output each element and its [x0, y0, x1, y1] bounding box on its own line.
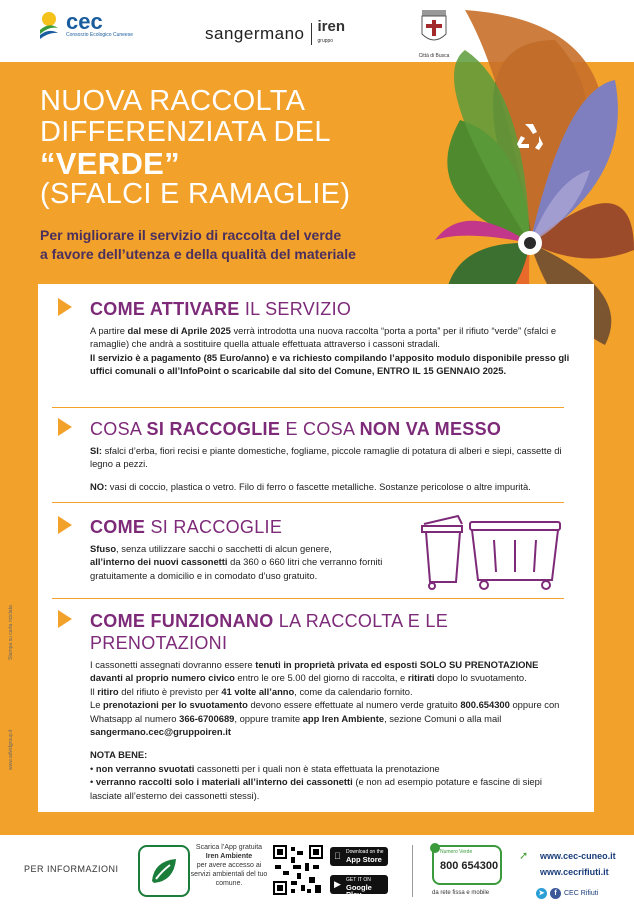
crest-caption: Città di Busca: [418, 53, 450, 59]
section2-arrow-icon: [58, 418, 72, 436]
section1-text-2: Il servizio è a pagamento (85 Euro/anno) e va richiesto compilando l’apposito modulo disponibile presso gli uffici comunali o all’InfoPoint o scaricabile dal sito del Comune, ENTRO IL 15 GENNAIO 2025.: [90, 351, 570, 377]
page-subtitle: Per migliorare il servizio di raccolta del verde a favore dell’utenza e della qualità del materiale: [40, 227, 356, 262]
footer-info-label: PER INFORMAZIONI: [24, 864, 119, 874]
section-come-funzionano: [90, 610, 566, 802]
cursor-click-icon: ➚: [519, 850, 529, 862]
nota-bene-label: NOTA BENE:: [90, 749, 148, 761]
side-note-paper: Stampa su carta riciclata: [8, 605, 14, 660]
apple-icon: [334, 851, 343, 861]
iren-logo: iren gruppo: [317, 18, 346, 44]
qr-code-icon[interactable]: [273, 845, 323, 895]
cec-logo: [38, 10, 133, 40]
section3-text: Sfuso, senza utilizzare sacchi o sacchetti di alcun genere, all’interno dei nuovi cassonetti da 360 o 660 litri che verranno forniti gratuitamente a domicilio e in comodato d’uso gratuito.: [90, 543, 383, 581]
section-come-attivare: [90, 298, 570, 378]
section2-title: COSA SI RACCOGLIE E COSA NON VA MESSO: [90, 419, 502, 439]
social-handle: CEC Rifiuti: [564, 890, 599, 897]
page-title: NUOVA RACCOLTA DIFFERENZIATA DEL “VERDE” (SFALCI E RAMAGLIE): [40, 85, 351, 210]
link-cec-cuneo[interactable]: www.cec-cuneo.it: [540, 851, 616, 861]
logo-divider: [311, 23, 312, 45]
section4-text-3: Le prenotazioni per lo svuotamento devono essere effettuate al numero verde gratuito 800.654300 oppure con Whatsapp al numero 366-6700689, oppure tramite app Iren Ambiente, sezione Comuni o alla mail sangermano.cec@gruppoiren.it: [90, 699, 560, 738]
section3-arrow-icon: [58, 516, 72, 534]
divider-3: [52, 598, 564, 599]
app-store-badge[interactable]: Download on the App Store: [330, 847, 388, 866]
section1-title: COME ATTIVARE IL SERVIZIO: [90, 299, 352, 319]
cec-swirl-icon: [38, 10, 60, 40]
cec-name: cec: [66, 9, 103, 34]
footer: [0, 835, 634, 908]
footer-divider: [412, 845, 413, 897]
play-icon: ▶: [334, 879, 341, 889]
numero-verde: 800 654300: [440, 860, 499, 872]
section1-arrow-icon: [58, 298, 72, 316]
social-links[interactable]: [536, 888, 598, 899]
telegram-icon[interactable]: ➤: [536, 888, 547, 899]
section-come-si-raccoglie: [90, 516, 390, 582]
section3-title: COME SI RACCOGLIE: [90, 517, 283, 537]
section2-si: SI: sfalci d’erba, fiori recisi e piante domestiche, fogliame, piccole ramaglie di potatura di alberi e siepi, cassette di legno a pezzi.: [90, 445, 562, 470]
section4-arrow-icon: [58, 610, 72, 628]
section-cosa-si-raccoglie: [90, 418, 570, 493]
side-note-web: www.advidgroup.it: [8, 729, 14, 770]
phone-bubble-icon: [430, 843, 440, 853]
nota-bullet-2: • verranno raccolti solo i materiali all’interno dei cassonetti (e non ad esempio potature e fascine di siepi lasciate all’esterno dei cassonetti stessi).: [90, 776, 542, 801]
section1-text-1: A partire dal mese di Aprile 2025 verrà introdotta una nuova raccolta “porta a porta” per il rifiuto “verde” (sfalci e ramaglie) che andrà a sostituire quella attuale effettuata attraverso i cassoni stradali.: [90, 325, 557, 350]
app-promo-text: Scarica l’App gratuita Iren Ambiente per avere accesso ai servizi ambientali del tuo comune.: [190, 844, 268, 887]
section4-text-2: Il ritiro del rifiuto è previsto per 41 volte all’anno, come da calendario fornito.: [90, 685, 413, 697]
section2-no: NO: vasi di coccio, plastica o vetro. Filo di ferro o fascette metalliche. Sostanze pericolose o altre impurità.: [90, 480, 531, 492]
bins-icon: [418, 512, 568, 592]
cec-sub: Consorzio Ecologico Cuneese: [66, 32, 133, 38]
section4-title: COME FUNZIONANO LA RACCOLTA E LE PRENOTAZIONI: [90, 611, 449, 653]
divider-2: [52, 502, 564, 503]
sangermano-iren-logo: [205, 20, 345, 48]
iren-ambiente-app-icon[interactable]: [138, 845, 190, 897]
numero-verde-badge[interactable]: Numero Verde 800 654300: [432, 845, 502, 885]
numero-verde-note: da rete fissa e mobile: [432, 890, 490, 896]
sangermano-name: sangermano: [205, 24, 305, 43]
google-play-badge[interactable]: ▶ GET IT ON Google Play: [330, 875, 388, 894]
facebook-icon[interactable]: f: [550, 888, 561, 899]
link-cecrifiuti[interactable]: www.cecrifiuti.it: [540, 867, 609, 877]
section4-text-1: I cassonetti assegnati dovranno essere tenuti in proprietà privata ed esposti SOLO SU PRENOTAZIONE davanti al proprio numero civico entro le ore 5.00 del giorno di raccolta, e ritirati dopo lo svuotamento.: [90, 659, 539, 684]
divider-1: [52, 407, 564, 408]
nota-bullet-1: • non verranno svuotati cassonetti per i quali non è stata effettuata la prenotazione: [90, 762, 440, 774]
